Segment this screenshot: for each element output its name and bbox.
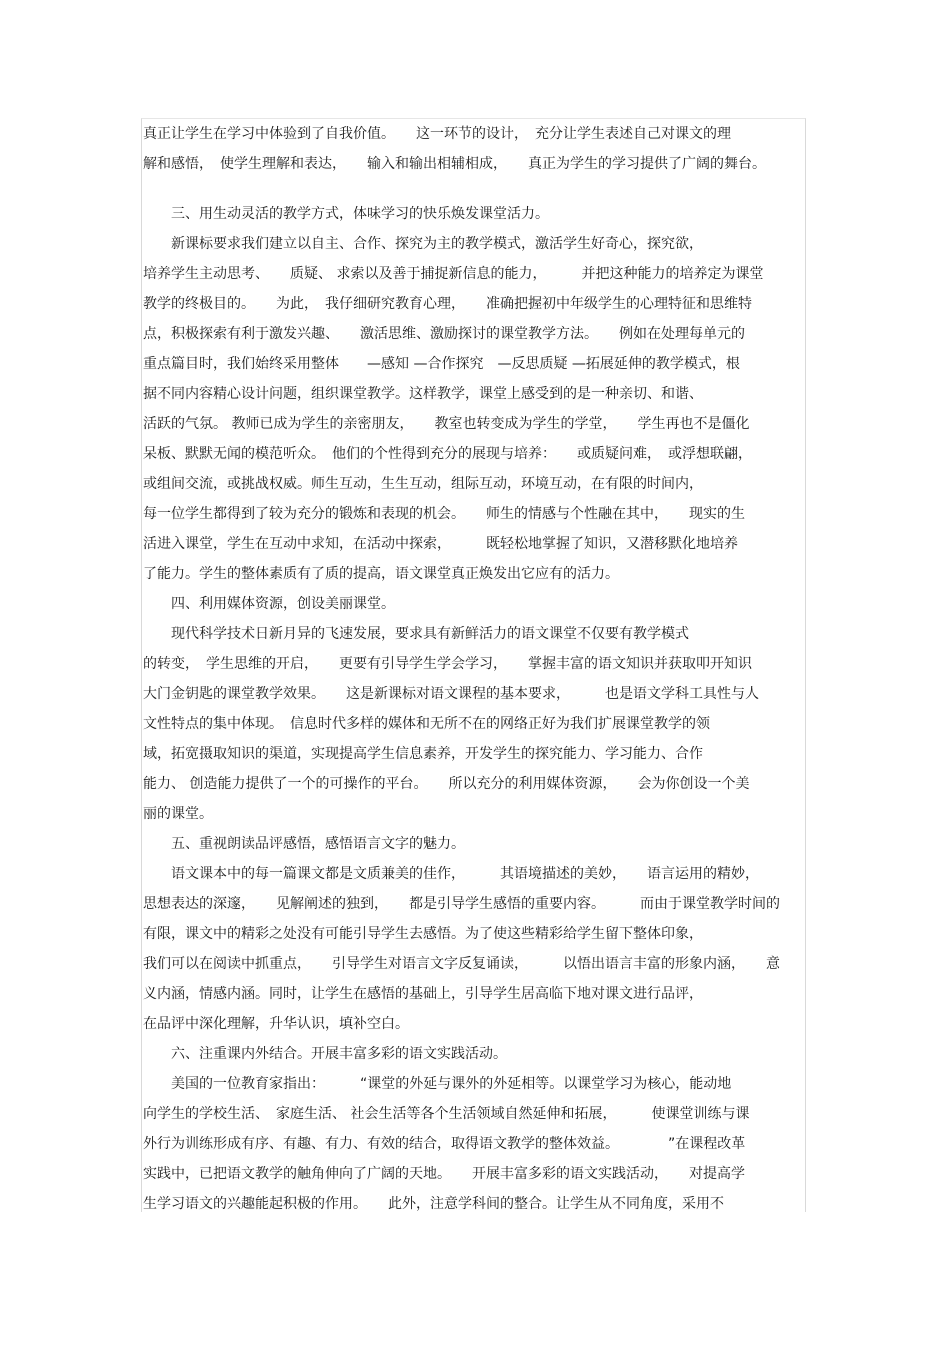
text-line: 活进入课堂，学生在互动中求知，在活动中探索， 既轻松地掌握了知识，又潜移默化地培养	[143, 536, 738, 552]
text-line: 据不同内容精心设计问题，组织课堂教学。这样教学，课堂上感受到的是一种亲切、和谐、	[143, 386, 703, 402]
text-line: 能力、 创造能力提供了一个的可操作的平台。 所以充分的利用媒体资源， 会为你创设一个美	[143, 776, 750, 792]
text-line: 了能力。学生的整体素质有了质的提高，语文课堂真正焕发出它应有的活力。	[143, 566, 619, 582]
text-line: 重点篇目时，我们始终采用整体 —感知 —合作探究 —反思质疑 —拓展延伸的教学模式，根	[143, 356, 740, 372]
text-line: 文性特点的集中体现。 信息时代多样的媒体和无所不在的网络正好为我们扩展课堂教学的领	[143, 716, 710, 732]
text-line: 现代科学技术日新月异的飞速发展，要求具有新鲜活力的语文课堂不仅要有教学模式	[143, 626, 689, 642]
text-line: 在品评中深化理解，升华认识，填补空白。	[143, 1016, 409, 1032]
text-line: 点，积极探索有利于激发兴趣、 激活思维、激励探讨的课堂教学方法。 例如在处理每单元的	[143, 326, 745, 342]
text-line: 真正让学生在学习中体验到了自我价值。 这一环节的设计， 充分让学生表述自己对课文的理	[143, 126, 731, 142]
text-line: 的转变， 学生思维的开启， 更要有引导学生学会学习， 掌握丰富的语文知识并获取叩开知识	[143, 656, 752, 672]
text-line: 向学生的学校生活、 家庭生活、 社会生活等各个生活领域自然延伸和拓展， 使课堂训练与课	[143, 1106, 750, 1122]
text-line: 教学的终极目的。 为此， 我仔细研究教育心理， 准确把握初中年级学生的心理特征和思维特	[143, 296, 752, 312]
text-line: 新课标要求我们建立以自主、合作、探究为主的教学模式，激活学生好奇心，探究欲，	[143, 236, 703, 252]
text-line: 思想表达的深邃， 见解阐述的独到， 都是引导学生感悟的重要内容。 而由于课堂教学时间的	[143, 896, 780, 912]
text-line: 实践中，已把语文教学的触角伸向了广阔的天地。 开展丰富多彩的语文实践活动， 对提高学	[143, 1166, 745, 1182]
section-heading-4: 四、利用媒体资源，创设美丽课堂。	[143, 596, 395, 612]
section-heading-5: 五、重视朗读品评感悟，感悟语言文字的魅力。	[143, 836, 465, 852]
section-heading-6: 六、注重课内外结合。开展丰富多彩的语文实践活动。	[143, 1046, 507, 1062]
text-line: 义内涵，情感内涵。同时，让学生在感悟的基础上，引导学生居高临下地对课文进行品评，	[143, 986, 703, 1002]
text-line: 语文课本中的每一篇课文都是文质兼美的佳作， 其语境描述的美妙， 语言运用的精妙，	[143, 866, 759, 882]
text-line: 域，拓宽摄取知识的渠道，实现提高学生信息素养，开发学生的探究能力、学习能力、合作	[143, 746, 703, 762]
text-line: 培养学生主动思考、 质疑、 求索以及善于捕捉新信息的能力， 并把这种能力的培养定为课堂	[143, 266, 764, 282]
text-line: 丽的课堂。	[143, 806, 213, 822]
text-line: 有限，课文中的精彩之处没有可能引导学生去感悟。为了使这些精彩给学生留下整体印象，	[143, 926, 703, 942]
text-line: 大门金钥匙的课堂教学效果。 这是新课标对语文课程的基本要求， 也是语文学科工具性与人	[143, 686, 759, 702]
text-line: 外行为训练形成有序、有趣、有力、有效的结合，取得语文教学的整体效益。 ”在课程改革	[143, 1136, 746, 1152]
text-line: 我们可以在阅读中抓重点， 引导学生对语言文字反复诵读， 以悟出语言丰富的形象内涵， 意	[143, 956, 780, 972]
text-line: 生学习语文的兴趣能起积极的作用。 此外，注意学科间的整合。让学生从不同角度，采用不	[143, 1196, 724, 1212]
text-line: 或组间交流，或挑战权威。师生互动，生生互动，组际互动，环境互动，在有限的时间内，	[143, 476, 703, 492]
text-line: 呆板、默默无闻的模范听众。 他们的个性得到充分的展现与培养： 或质疑问难， 或浮想联翩，	[143, 446, 752, 462]
text-line: 每一位学生都得到了较为充分的锻炼和表现的机会。 师生的情感与个性融在其中， 现实的生	[143, 506, 745, 522]
text-line: 解和感悟， 使学生理解和表达， 输入和输出相辅相成， 真正为学生的学习提供了广阔的舞台。	[143, 156, 766, 172]
text-line: 活跃的气氛。 教师已成为学生的亲密朋友， 教室也转变成为学生的学堂， 学生再也不是僵化	[143, 416, 750, 432]
text-line: 美国的一位教育家指出： “课堂的外延与课外的外延相等。以课堂学习为核心，能动地	[143, 1076, 732, 1092]
section-heading-3: 三、用生动灵活的教学方式，体味学习的快乐焕发课堂活力。	[143, 206, 549, 222]
